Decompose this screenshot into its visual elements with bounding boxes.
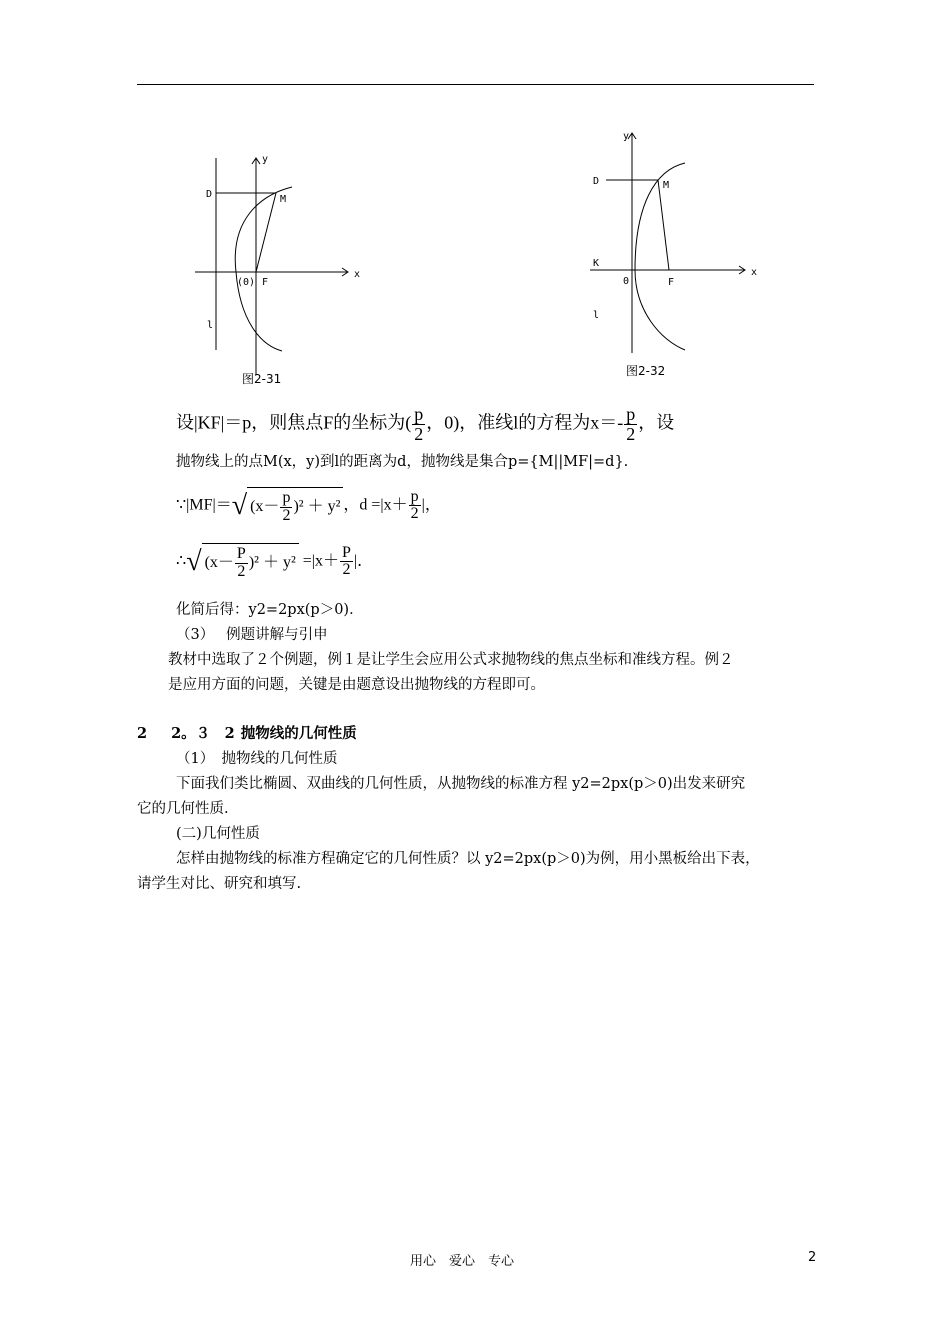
label-M: M	[280, 194, 287, 205]
paragraph-question-line2: 请学生对比、研究和填写.	[137, 876, 302, 892]
distance-definition: 抛物线上的点M(x，y)到l的距离为d，抛物线是集合p={M||MF|=d}.	[176, 454, 629, 470]
label-l: l	[207, 320, 214, 331]
sub-heading-2: (二)几何性质	[176, 826, 260, 842]
section-number-2: 2。３ 2	[171, 725, 235, 742]
setup-part3: ，设	[638, 412, 675, 433]
figure-2-31	[190, 150, 370, 390]
sub-heading-1: （1） 抛物线的几何性质	[176, 751, 338, 767]
equation-mf: ∵|MF|＝√ (x－ $\frac{p}{2}$ )² ＋ y² ，d =|x＋ $\frac{p}{2}$ |，	[176, 487, 441, 524]
label-origin: 0	[623, 276, 630, 287]
footer-motto: 用心 爱心 专心	[410, 1254, 515, 1269]
simplified-result: 化简后得：y2=2px(p＞0)．	[176, 602, 364, 618]
section-number-1: 2	[137, 725, 148, 742]
figure-2-31-caption: 图2-31	[242, 372, 282, 386]
paragraph-intro-line1: 下面我们类比椭圆、双曲线的几何性质，从抛物线的标准方程 y2=2px(p＞0)出发来研究	[176, 776, 746, 792]
page-number: 2	[808, 1250, 817, 1265]
label-y: y	[623, 131, 630, 142]
paragraph-question-line1: 怎样由抛物线的标准方程确定它的几何性质？以 y2=2px(p＞0)为例，用小黑板给出下表，	[176, 851, 760, 867]
label-l: l	[593, 310, 600, 321]
paragraph-examples-line1: 教材中选取了２个例题，例１是让学生会应用公式求抛物线的焦点坐标和准线方程。例２	[168, 652, 734, 668]
fraction-p-over-2: $\frac{p}{2}$	[626, 404, 636, 444]
paragraph-examples-line2: 是应用方面的问题，关键是由题意设出抛物线的方程即可。	[168, 677, 545, 693]
sqrt-expression: (x－ $\frac{p}{2}$ )² ＋ y²	[247, 487, 343, 525]
figure-2-32-drawing	[585, 125, 765, 365]
fraction-p-over-2: $\frac{p}{2}$	[414, 404, 424, 444]
setup-line	[176, 405, 674, 444]
label-D: D	[206, 189, 213, 200]
paragraph-intro-line2: 它的几何性质.	[137, 801, 229, 817]
label-D: D	[593, 176, 600, 187]
label-x: x	[751, 267, 758, 278]
equation-therefore: ∴√ (x－ $\frac{P}{2}$ )² ＋ y² =|x＋ $\frac{P}{2}$ |．	[176, 543, 374, 580]
label-x: x	[354, 269, 361, 280]
setup-part1: 设|KF|＝p，则焦点F的坐标为(	[176, 412, 412, 433]
label-y: y	[262, 154, 269, 165]
label-origin: (0)	[237, 277, 256, 288]
header-rule	[137, 84, 814, 85]
label-F: F	[668, 277, 675, 288]
label-M: M	[663, 180, 670, 191]
figure-2-32-caption: 图2-32	[626, 364, 666, 378]
item-3-heading: （3） 例题讲解与引申	[176, 627, 328, 643]
sqrt-expression: (x－ $\frac{P}{2}$ )² ＋ y²	[202, 543, 299, 581]
label-K: K	[593, 258, 600, 269]
figure-2-32	[585, 125, 765, 365]
setup-part2: ，0)，准线l的方程为x＝-	[426, 412, 624, 433]
section-heading	[137, 724, 357, 744]
figure-2-31-drawing	[190, 150, 370, 390]
label-F: F	[262, 277, 269, 288]
section-title: 抛物线的几何性质	[240, 725, 357, 742]
